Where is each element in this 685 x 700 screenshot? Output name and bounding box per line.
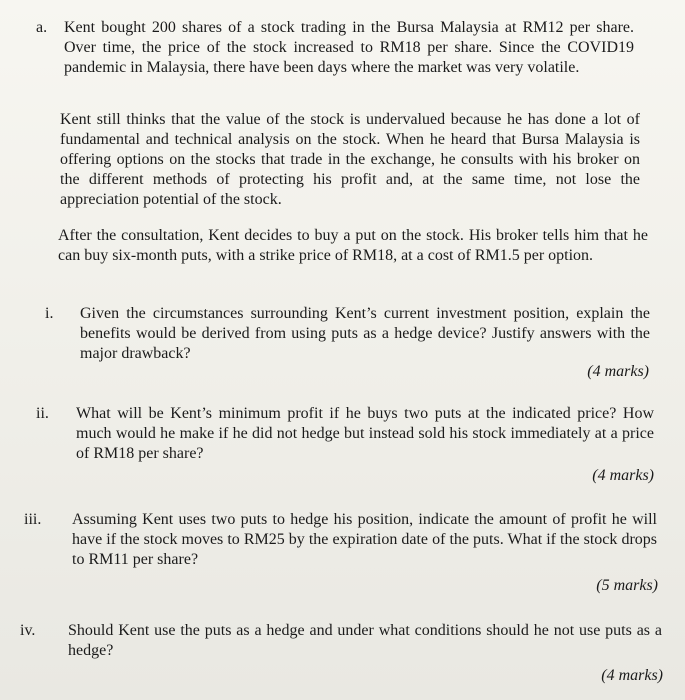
- marks-ii: (4 marks): [592, 467, 654, 484]
- question-text-ii: What will be Kent’s minimum profit if he buys two puts at the indicated price? How much would he make if he did not hedge but instead sold his stock immediately at a price of RM18 per share?: [76, 405, 654, 462]
- marks-i: (4 marks): [587, 363, 649, 380]
- question-text-i: Given the circumstances surrounding Kent’s current investment position, explain the benefits would be derived from using puts as a hedge device? Justify answers with the major drawback?: [80, 305, 650, 362]
- question-label-ii: ii.: [36, 405, 49, 422]
- intro-paragraph-1: Kent bought 200 shares of a stock trading in the Bursa Malaysia at RM12 per share. Over time, the price of the stock increased to RM18 per share. Since the COVID19 pandemic in Malaysia, there have been days where the market was very volatile.: [64, 19, 634, 76]
- question-text-iv: Should Kent use the puts as a hedge and under what conditions should he not use puts as a hedge?: [68, 622, 662, 659]
- question-label-iii: iii.: [24, 511, 42, 528]
- intro-paragraph-2: Kent still thinks that the value of the stock is undervalued because he has done a lot of fundamental and technical analysis on the stock. When he heard that Bursa Malaysia is offering options on the stocks that trade in the exchange, he consults with his broker on the different methods of protecting his profit and, at the same time, not lose the appreciation potential of the stock.: [60, 111, 640, 208]
- section-label: a.: [36, 19, 48, 36]
- marks-iv: (4 marks): [601, 667, 663, 684]
- question-text-iii: Assuming Kent uses two puts to hedge his position, indicate the amount of profit he will have if the stock moves to RM25 by the expiration date of the puts. What if the stock drops to RM11 per share?: [72, 511, 657, 568]
- question-label-i: i.: [45, 305, 54, 322]
- intro-paragraph-3: After the consultation, Kent decides to buy a put on the stock. His broker tells him that he can buy six-month puts, with a strike price of RM18, at a cost of RM1.5 per option.: [58, 227, 648, 264]
- marks-iii: (5 marks): [596, 577, 658, 594]
- question-label-iv: iv.: [20, 622, 36, 639]
